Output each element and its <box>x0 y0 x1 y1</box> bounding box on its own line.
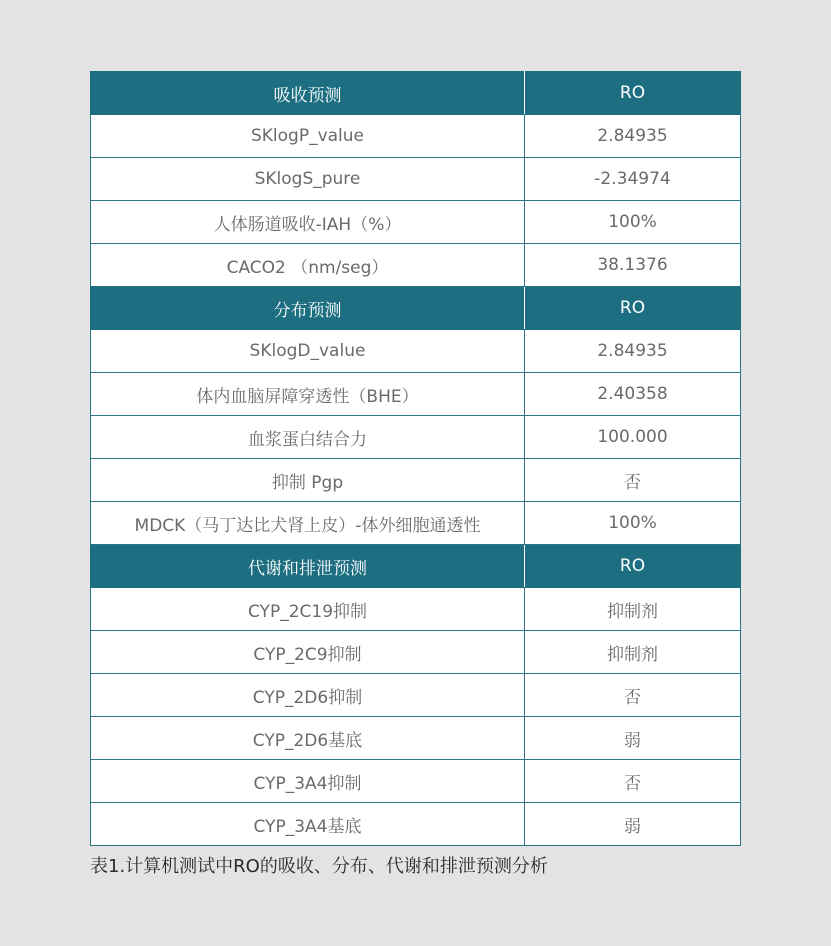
section-header-distribution <box>91 287 741 330</box>
property-value: 抑制剂 <box>525 631 741 674</box>
column-header: RO <box>525 545 741 588</box>
table-row <box>91 416 741 459</box>
property-value: 2.84935 <box>525 115 741 158</box>
property-label: 体内血脑屏障穿透性（BHE） <box>91 373 525 416</box>
property-label: 血浆蛋白结合力 <box>91 416 525 459</box>
table-row <box>91 674 741 717</box>
table-row <box>91 631 741 674</box>
table-row <box>91 717 741 760</box>
section-header-metabolism <box>91 545 741 588</box>
property-label: SKlogD_value <box>91 330 525 373</box>
table-caption: 表1.计算机测试中RO的吸收、分布、代谢和排泄预测分析 <box>90 856 548 877</box>
property-label: MDCK（马丁达比犬肾上皮）-体外细胞通透性 <box>91 502 525 545</box>
property-value: 38.1376 <box>525 244 741 287</box>
property-value: 100.000 <box>525 416 741 459</box>
property-label: 抑制 Pgp <box>91 459 525 502</box>
table-row <box>91 244 741 287</box>
property-value: 100% <box>525 502 741 545</box>
table-row <box>91 115 741 158</box>
section-title: 吸收预测 <box>91 72 525 115</box>
table-row <box>91 502 741 545</box>
table-row <box>91 373 741 416</box>
property-value: 否 <box>525 760 741 803</box>
property-value: 否 <box>525 674 741 717</box>
property-value: 2.40358 <box>525 373 741 416</box>
table-row <box>91 588 741 631</box>
property-label: CYP_2D6基底 <box>91 717 525 760</box>
table-row <box>91 760 741 803</box>
table-row <box>91 158 741 201</box>
property-label: CYP_3A4抑制 <box>91 760 525 803</box>
property-label: CYP_3A4基底 <box>91 803 525 846</box>
property-label: SKlogS_pure <box>91 158 525 201</box>
property-value: 弱 <box>525 803 741 846</box>
property-label: 人体肠道吸收-IAH（%） <box>91 201 525 244</box>
column-header: RO <box>525 72 741 115</box>
table-row <box>91 330 741 373</box>
section-title: 代谢和排泄预测 <box>91 545 525 588</box>
property-label: CYP_2C9抑制 <box>91 631 525 674</box>
property-value: 弱 <box>525 717 741 760</box>
admet-table <box>90 71 741 846</box>
section-title: 分布预测 <box>91 287 525 330</box>
table-row <box>91 803 741 846</box>
property-value: 抑制剂 <box>525 588 741 631</box>
section-header-absorption <box>91 72 741 115</box>
table-row <box>91 201 741 244</box>
property-label: CACO2 （nm/seg） <box>91 244 525 287</box>
property-value: 100% <box>525 201 741 244</box>
property-value: -2.34974 <box>525 158 741 201</box>
property-label: CYP_2D6抑制 <box>91 674 525 717</box>
property-value: 2.84935 <box>525 330 741 373</box>
column-header: RO <box>525 287 741 330</box>
table-row <box>91 459 741 502</box>
property-label: SKlogP_value <box>91 115 525 158</box>
property-value: 否 <box>525 459 741 502</box>
property-label: CYP_2C19抑制 <box>91 588 525 631</box>
